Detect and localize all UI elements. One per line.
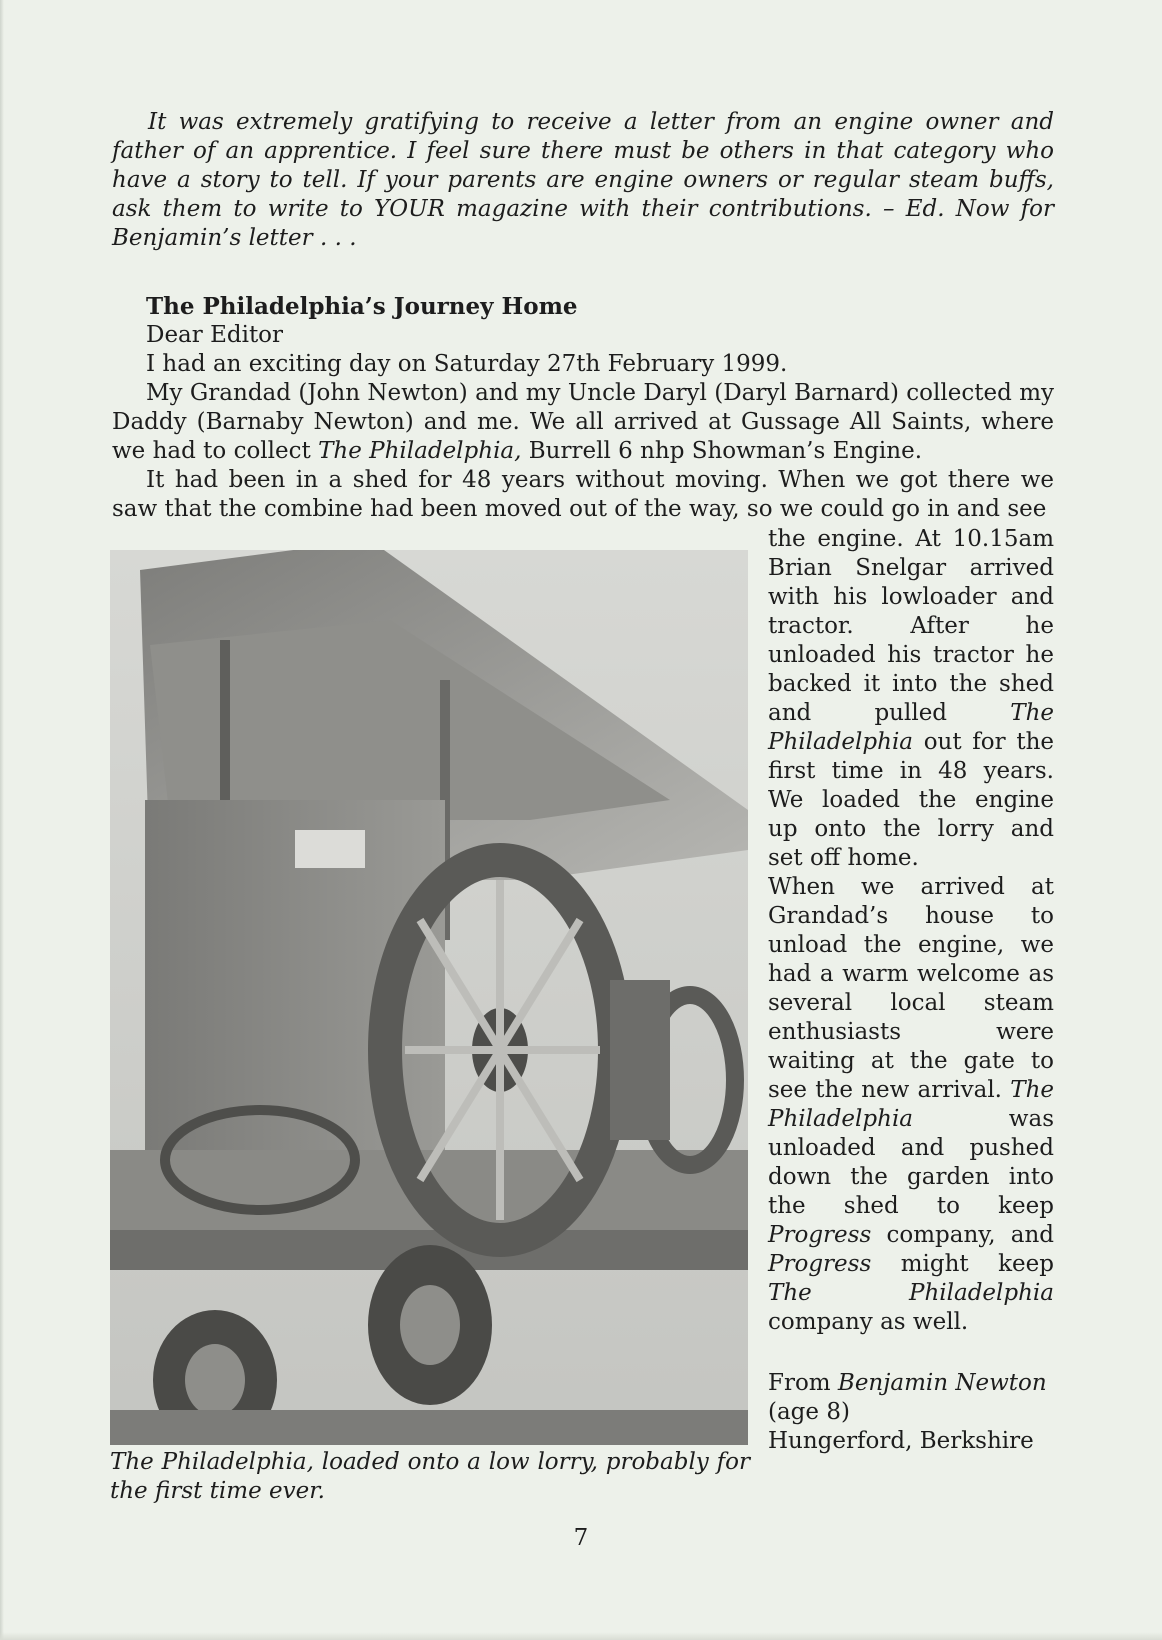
paragraph-4 xyxy=(768,873,1054,1337)
page-bottom-edge xyxy=(0,1632,1162,1640)
letter-signoff xyxy=(768,1369,1068,1456)
paragraph-1: I had an exciting day on Saturday 27th February 1999. xyxy=(146,351,788,377)
engine-name-italic: The Philadelphia xyxy=(768,700,1054,755)
lorry-wheel-2-hub xyxy=(185,1344,245,1416)
author-age: (age 8) xyxy=(768,1399,850,1425)
paragraph-2-text-a: My Grandad (John Newton) and my Uncle Daryl (Daryl Barnard) collected my Daddy (Barnaby Newton) and me. We all arrived at Gussage All Saints, where we had to collect xyxy=(112,380,1054,464)
binding-edge xyxy=(0,0,4,1640)
author-name: Benjamin Newton xyxy=(837,1370,1047,1396)
paragraph-2 xyxy=(112,379,1054,466)
engine-name-italic: Progress xyxy=(768,1222,872,1248)
paragraph-3-continued xyxy=(768,525,1054,873)
lorry-wheel-1-hub xyxy=(400,1285,460,1365)
engine-name-italic: The Philadelphia, xyxy=(318,438,522,464)
steam-engine-photo xyxy=(110,550,748,1445)
signoff-from-line xyxy=(768,1369,1068,1398)
engine-name-italic: Progress xyxy=(768,1251,872,1277)
page-number: 7 xyxy=(573,1525,589,1551)
editor-intro: It was extremely gratifying to receive a letter from an engine owner and father of an apprentice. I feel sure there must be others in that category who have a story to tell. If your parents are engine owners or regular steam buffs, ask them to write to YOUR magazine with their contributions. – Ed. Now for Benjamin’s letter . . . xyxy=(112,109,1054,251)
paragraph-4-text-b: was unloaded and pushed down the garden into the shed to keep xyxy=(768,1106,1054,1219)
paragraph-3-continued-text-b: out for the first time in 48 years. We loaded the engine up onto the lorry and set off home. xyxy=(768,729,1054,871)
paragraph-4-text-d: might keep xyxy=(871,1251,1054,1277)
letter-body-right-column xyxy=(768,525,1054,1337)
paragraph-3-continued-text-a: the engine. At 10.15am Brian Snelgar arrived with his lowloader and tractor. After he unloaded his tractor he backed it into the shed and pulled xyxy=(768,526,1054,726)
paragraph-4-text-e: company as well. xyxy=(768,1309,969,1335)
ground xyxy=(110,1410,748,1445)
paragraph-4-text-a: When we arrived at Grandad’s house to unload the engine, we had a warm welcome as several local steam enthusiasts were waiting at the gate to see the new arrival. xyxy=(768,874,1054,1103)
paragraph-3: It had been in a shed for 48 years without moving. When we got there we saw that the combine had been moved out of the way, so we could go in and see xyxy=(112,467,1054,522)
engine-name-italic: The Philadelphia xyxy=(768,1077,1054,1132)
from-label: From xyxy=(768,1370,838,1396)
paragraph-2-text-b: Burrell 6 nhp Showman’s Engine. xyxy=(521,438,923,464)
author-location: Hungerford, Berkshire xyxy=(768,1428,1034,1454)
engine-front xyxy=(610,980,670,1140)
letter-body-top xyxy=(112,321,1054,524)
engine-on-lorry-illustration xyxy=(110,550,748,1445)
paragraph-4-text-c: company, and xyxy=(871,1222,1054,1248)
engine-nameplate xyxy=(295,830,365,868)
engine-name-italic: The Philadelphia xyxy=(768,1280,1054,1306)
photo-caption: The Philadelphia, loaded onto a low lorry, probably for the first time ever. xyxy=(110,1449,750,1504)
salutation: Dear Editor xyxy=(146,322,284,348)
article-title: The Philadelphia’s Journey Home xyxy=(146,293,578,320)
